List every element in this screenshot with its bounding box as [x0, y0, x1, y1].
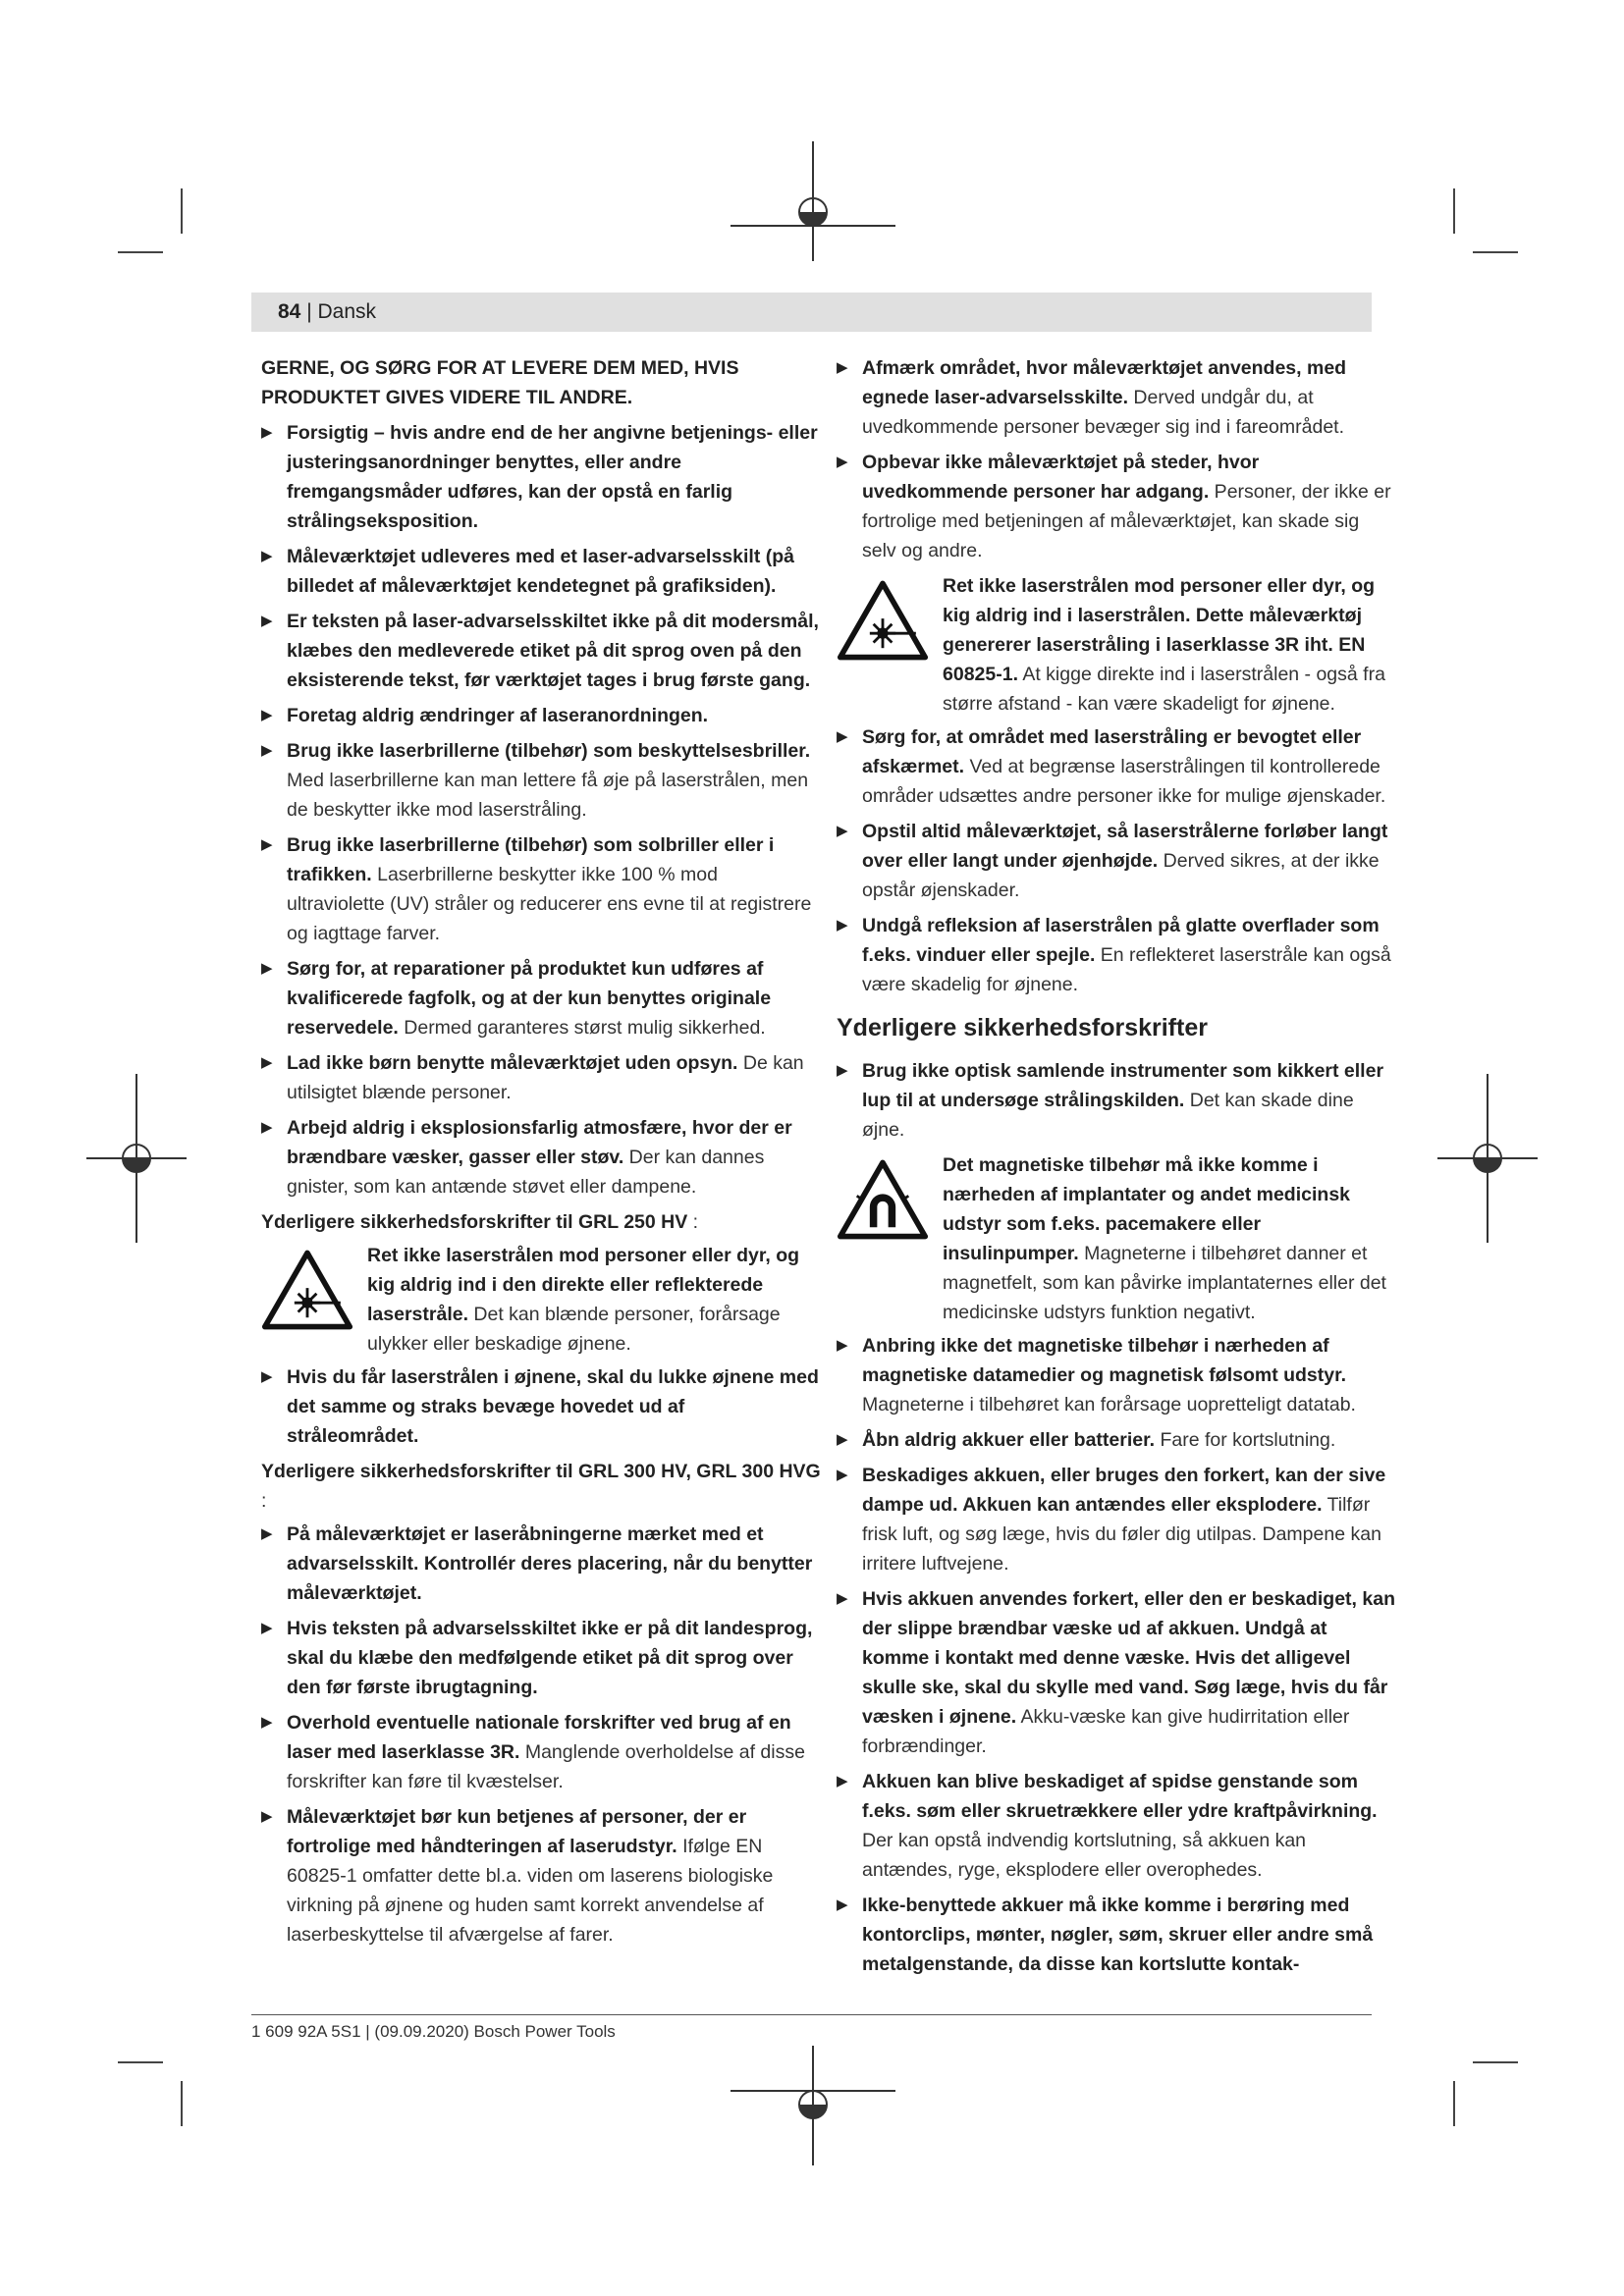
bullet-icon: ▶ — [261, 742, 273, 759]
footer-divider — [251, 2014, 1372, 2015]
bullet-icon: ▶ — [837, 1467, 848, 1483]
bullet-icon: ▶ — [261, 707, 273, 723]
laser-warning-icon — [261, 1249, 353, 1331]
bullet-icon: ▶ — [261, 424, 273, 441]
section-title: Dansk — [317, 300, 377, 323]
laser-warning-icon — [837, 579, 929, 662]
magnet-warning: Det magnetiske tilbehør må ikke komme i nærheden af implantater og andet medicinsk udstyr som f.eks. pacemakere eller insulinpumper. Magneterne i tilbehøret danner et magnetfelt, som kan påvirke implantaternes eller det medicinske udstyrs funktion negativt. — [837, 1150, 1396, 1327]
bullet-icon: ▶ — [837, 1773, 848, 1789]
list-item: ▶ På måleværktøjet er laseråbningerne mærket med et advarselsskilt. Kontrollér deres placering, når du benytter måleværktøjet. — [261, 1520, 821, 1608]
list-item: ▶ Åbn aldrig akkuer eller batterier. Fare for kortslutning. — [837, 1425, 1396, 1455]
list-item: ▶ Forsigtig – hvis andre end de her angivne betjenings- eller justeringsanordninger benyttes, eller andre fremgangsmåder udføres, kan der opstå en farlig strålingseksposition. — [261, 418, 821, 536]
list-item: ▶ Afmærk området, hvor måleværktøjet anvendes, med egnede laser-advarselsskilte. Derved undgår du, at uvedkommende personer bevæger sig ind i fareområdet. — [837, 353, 1396, 442]
bullet-icon: ▶ — [837, 1431, 848, 1448]
list-item: ▶ Lad ikke børn benytte måleværktøjet uden opsyn. De kan utilsigtet blænde personer. — [261, 1048, 821, 1107]
list-item: ▶ Sørg for, at området med laserstråling er bevogtet eller afskærmet. Ved at begrænse laserstrålingen til kontrollerede områder udsættes andre personer ikke for mulige øjenskader. — [837, 722, 1396, 811]
list-item: ▶ Brug ikke laserbrillerne (tilbehør) som beskyttelsesbriller. Med laserbrillerne kan man lettere få øje på laserstrålen, men de beskytter ikke mod laserstråling. — [261, 736, 821, 825]
laser-warning: Ret ikke laserstrålen mod personer eller dyr, og kig aldrig ind i den direkte eller reflekterede laserstråle. Det kan blænde personer, forårsage ulykker eller beskadige øjnene. — [261, 1241, 821, 1359]
crop-mark — [1453, 188, 1455, 234]
list-item: ▶ Foretag aldrig ændringer af laseranordningen. — [261, 701, 821, 730]
list-item: ▶ Måleværktøjet bør kun betjenes af personer, der er fortrolige med håndteringen af laserudstyr. Ifølge EN 60825-1 omfatter dette bl.a. viden om laserens biologiske virkning på øjnene og huden samt korrekt anvendelse af laserbeskyttelse til afværgelse af farer. — [261, 1802, 821, 1949]
list-item: ▶ Måleværktøjet udleveres med et laser-advarselsskilt (på billedet af måleværktøjet kendetegnet på grafiksiden). — [261, 542, 821, 601]
list-item: ▶ Er teksten på laser-advarselsskiltet ikke på dit modersmål, klæbes den medleverede etiket på dit sprog oven på den eksisterende tekst, før værktøjet tages i brug første gang. — [261, 607, 821, 695]
list-item: ▶ Hvis teksten på advarselsskiltet ikke er på dit landesprog, skal du klæbe den medfølgende etiket på dit sprog over den før første ibrugtagning. — [261, 1614, 821, 1702]
registration-mark-top-icon — [727, 137, 903, 265]
list-item: ▶ Anbring ikke det magnetiske tilbehør i nærheden af magnetiske datamedier og magnetisk følsomt udstyr. Magneterne i tilbehøret kan forårsage uopretteligt datatab. — [837, 1331, 1396, 1419]
bullet-icon: ▶ — [261, 1368, 273, 1385]
registration-mark-right-icon — [1434, 1070, 1542, 1247]
bullet-icon: ▶ — [837, 1590, 848, 1607]
bullet-icon: ▶ — [837, 823, 848, 839]
crop-mark — [118, 251, 163, 253]
bullet-icon: ▶ — [837, 1062, 848, 1079]
right-column — [837, 353, 1396, 1985]
bullet-icon: ▶ — [837, 917, 848, 934]
crop-mark — [1473, 251, 1518, 253]
laser-warning: Ret ikke laserstrålen mod personer eller dyr, og kig aldrig ind i laserstrålen. Dette måleværktøj genererer laserstråling i laserklasse 3R iht. EN 60825-1. At kigge direkte ind i laserstrålen - også fra større afstand - kan være skadeligt for øjnene. — [837, 571, 1396, 719]
list-item: ▶ Sørg for, at reparationer på produktet kun udføres af kvalificerede fagfolk, og at der kun benyttes originale reservedele. Dermed garanteres størst mulig sikkerhed. — [261, 954, 821, 1042]
list-item: ▶ Undgå refleksion af laserstrålen på glatte overflader som f.eks. vinduer eller spejle. En reflekteret laserstråle kan også være skadelig for øjnene. — [837, 911, 1396, 999]
intro-text: GERNE, OG SØRG FOR AT LEVERE DEM MED, HVIS PRODUKTET GIVES VIDERE TIL ANDRE. — [261, 357, 739, 408]
crop-mark — [181, 188, 183, 234]
bullet-icon: ▶ — [261, 613, 273, 629]
list-item: ▶ Arbejd aldrig i eksplosionsfarlig atmosfære, hvor der er brændbare væsker, gasser eller støv. Der kan dannes gnister, som kan antænde støvet eller dampene. — [261, 1113, 821, 1201]
registration-mark-left-icon — [82, 1070, 190, 1247]
bullet-icon: ▶ — [837, 1896, 848, 1913]
magnet-warning-icon — [837, 1158, 929, 1241]
list-item: ▶ Overhold eventuelle nationale forskrifter ved brug af en laser med laserklasse 3R. Manglende overholdelse af disse forskrifter kan føre til kvæstelser. — [261, 1708, 821, 1796]
bullet-icon: ▶ — [261, 1808, 273, 1825]
bullet-icon: ▶ — [837, 1337, 848, 1354]
bullet-icon: ▶ — [261, 548, 273, 564]
page-number: 84 — [278, 300, 301, 323]
list-item: ▶ Brug ikke optisk samlende instrumenter som kikkert eller lup til at undersøge strålingskilden. Det kan skade dine øjne. — [837, 1056, 1396, 1145]
list-item: ▶ Hvis du får laserstrålen i øjnene, skal du lukke øjnene med det samme og straks bevæge hovedet ud af stråleområdet. — [261, 1362, 821, 1451]
bullet-icon: ▶ — [837, 454, 848, 470]
bullet-icon: ▶ — [261, 960, 273, 977]
list-item: ▶ Brug ikke laserbrillerne (tilbehør) som solbriller eller i trafikken. Laserbrillerne beskytter ikke 100 % mod ultraviolette (UV) stråler og reducerer ens evne til at registrere og iagttage farver. — [261, 830, 821, 948]
crop-mark — [118, 2061, 163, 2063]
bullet-icon: ▶ — [261, 1119, 273, 1136]
page-footer: 1 609 92A 5S1 | (09.09.2020) Bosch Power Tools — [251, 2022, 616, 2041]
crop-mark — [181, 2081, 183, 2126]
list-item: ▶ Beskadiges akkuen, eller bruges den forkert, kan der sive dampe ud. Akkuen kan antændes eller eksplodere. Tilfør frisk luft, og søg læge, hvis du føler dig utilpas. Dampene kan irritere luftvejene. — [837, 1461, 1396, 1578]
bullet-icon: ▶ — [261, 1620, 273, 1636]
list-item: ▶ Akkuen kan blive beskadiget af spidse genstande som f.eks. søm eller skruetrækkere eller ydre kraftpåvirkning. Der kan opstå indvendig kortslutning, så akkuen kan antændes, ryge, eksplodere eller overophedes. — [837, 1767, 1396, 1885]
section-heading: Yderligere sikkerhedsforskrifter — [837, 1014, 1208, 1041]
bullet-icon: ▶ — [837, 359, 848, 376]
registration-mark-bottom-icon — [727, 2042, 903, 2169]
crop-mark — [1473, 2061, 1518, 2063]
section-heading: Yderligere sikkerhedsforskrifter til GRL 300 HV, GRL 300 HVG : — [261, 1461, 821, 1512]
page-header — [278, 300, 376, 324]
bullet-icon: ▶ — [261, 1054, 273, 1071]
list-item: ▶ Ikke-benyttede akkuer må ikke komme i berøring med kontorclips, mønter, nøgler, søm, skruer eller andre små metalgenstande, da disse kan kortslutte kontak- — [837, 1891, 1396, 1979]
left-column — [261, 353, 821, 1955]
list-item: ▶ Opbevar ikke måleværktøjet på steder, hvor uvedkommende personer har adgang. Personer, der ikke er fortrolige med betjeningen af måleværktøjet, kan skade sig selv og andre. — [837, 448, 1396, 565]
bullet-icon: ▶ — [261, 1714, 273, 1731]
crop-mark — [1453, 2081, 1455, 2126]
list-item: ▶ Hvis akkuen anvendes forkert, eller den er beskadiget, kan der slippe brændbar væske ud af akkuen. Undgå at komme i kontakt med denne væske. Hvis det alligevel skulle ske, skal du skylle med vand. Søg læge, hvis du får væsken i øjnene. Akku-væske kan give hudirritation eller forbrændinger. — [837, 1584, 1396, 1761]
section-heading: Yderligere sikkerhedsforskrifter til GRL 250 HV : — [261, 1211, 699, 1233]
list-item: ▶ Opstil altid måleværktøjet, så laserstrålerne forløber langt over eller langt under øjenhøjde. Derved sikres, at der ikke opstår øjenskader. — [837, 817, 1396, 905]
bullet-icon: ▶ — [837, 728, 848, 745]
page-header-bar — [251, 293, 1372, 332]
bullet-icon: ▶ — [261, 1525, 273, 1542]
header-separator: | — [306, 300, 312, 323]
bullet-icon: ▶ — [261, 836, 273, 853]
